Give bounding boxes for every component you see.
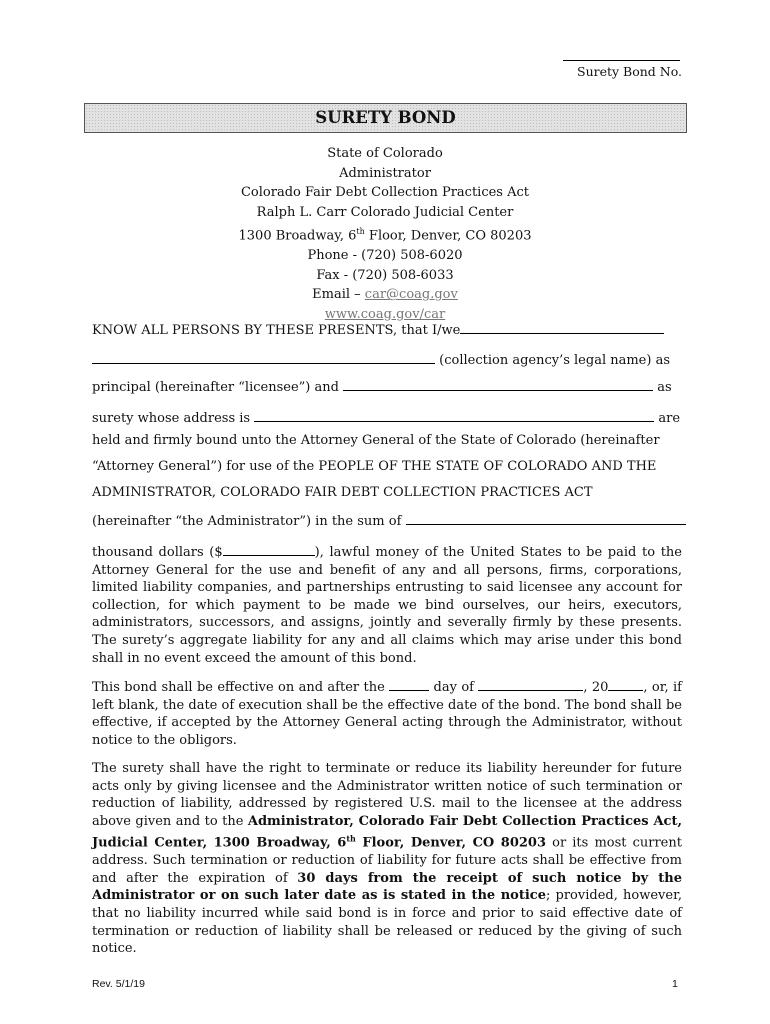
bond-number-line [563, 60, 680, 61]
header-center: Ralph L. Carr Colorado Judicial Center [256, 204, 514, 220]
header-email: Email – car@coag.gov [312, 287, 458, 303]
header-phone: Phone - (720) 508-6020 [307, 248, 463, 264]
body-line-held: held and firmly bound unto the Attorney General of the State of Colorado (hereinafter [92, 433, 660, 448]
body-line-administrator: ADMINISTRATOR, COLORADO FAIR DEBT COLLECTION PRACTICES ACT [92, 485, 593, 500]
sum-line: (hereinafter “the Administrator”) in the sum of [92, 511, 682, 529]
header-address: 1300 Broadway, 6th Floor, Denver, CO 80203 [238, 227, 532, 244]
termination-paragraph: The surety shall have the right to terminate or reduce its liability hereunder for future acts only by giving licensee and the Administrator written notice of such termination or reduction of liability, addressed by registered U.S. mail to the licensee at the address above given and to the Administrator, Colorado Fair Debt Collection Practices Act, Judicial Center, 1300 Broadway, 6th Floor, Denver, CO 80203 or its most current address. Such termination or reduction of liability for future acts shall be effective from and after the expiration of 30 days from the receipt of such notice by the Administrator or on such later date as is stated in the notice; provided, however, that no liability incurred while said bond is in force and prior to said effective date of termination or reduction of liability shall be released or reduced by the giving of such notice. [92, 761, 682, 957]
surety-address-blank[interactable] [254, 408, 654, 422]
principal-line: principal (hereinafter “licensee”) and as [92, 377, 682, 395]
bond-number-label: Surety Bond No. [577, 64, 682, 79]
email-link[interactable]: car@coag.gov [364, 287, 458, 303]
website-link[interactable]: www.coag.gov/car [324, 307, 446, 323]
principal-name-blank[interactable] [460, 320, 664, 334]
agency-header [0, 144, 770, 325]
effective-day-blank[interactable] [389, 677, 429, 691]
header-act: Colorado Fair Debt Collection Practices Act [240, 185, 529, 201]
header-fax: Fax - (720) 508-6033 [316, 267, 454, 283]
effective-date-paragraph: This bond shall be effective on and after the day of , 20 , or, if left blank, the date of execution shall be the effective date of the bond. The bond shall be effective, if accepted by the Attorney General acting through the Administrator, without notice to the obligors. [92, 677, 682, 749]
agency-name-line: (collection agency’s legal name) as [92, 350, 682, 368]
effective-month-blank[interactable] [478, 677, 583, 691]
surety-address-line: surety whose address is are [92, 408, 682, 426]
liability-paragraph: thousand dollars ($ ), lawful money of the United States to be paid to the Attorney General for the use and benefit of any and all persons, firms, corporations, limited liability companies, and partnerships entrusting to said licensee any account for collection, for which payment to be made we bind ourselves, our heirs, executors, administrators, successors, and assigns, jointly and severally firmly by these presents. The surety’s aggregate liability for any and all claims which may arise under this bond shall in no event exceed the amount of this bond. [92, 542, 682, 667]
revision-date: Rev. 5/1/19 [92, 978, 145, 990]
title-box [84, 103, 687, 133]
dollar-amount-blank[interactable] [223, 542, 315, 556]
effective-year-blank[interactable] [608, 677, 643, 691]
agency-name-blank[interactable] [92, 350, 435, 364]
know-all-line: KNOW ALL PERSONS BY THESE PRESENTS, that I/we [92, 320, 682, 338]
body-line-attorney-general: “Attorney General”) for use of the PEOPLE OF THE STATE OF COLORADO AND THE [92, 459, 657, 474]
sum-blank[interactable] [406, 511, 686, 525]
page-number: 1 [672, 978, 678, 990]
surety-name-blank[interactable] [343, 377, 653, 391]
document-title: SURETY BOND [315, 108, 456, 127]
header-state: State of Colorado [327, 146, 443, 161]
header-administrator: Administrator [339, 165, 431, 181]
